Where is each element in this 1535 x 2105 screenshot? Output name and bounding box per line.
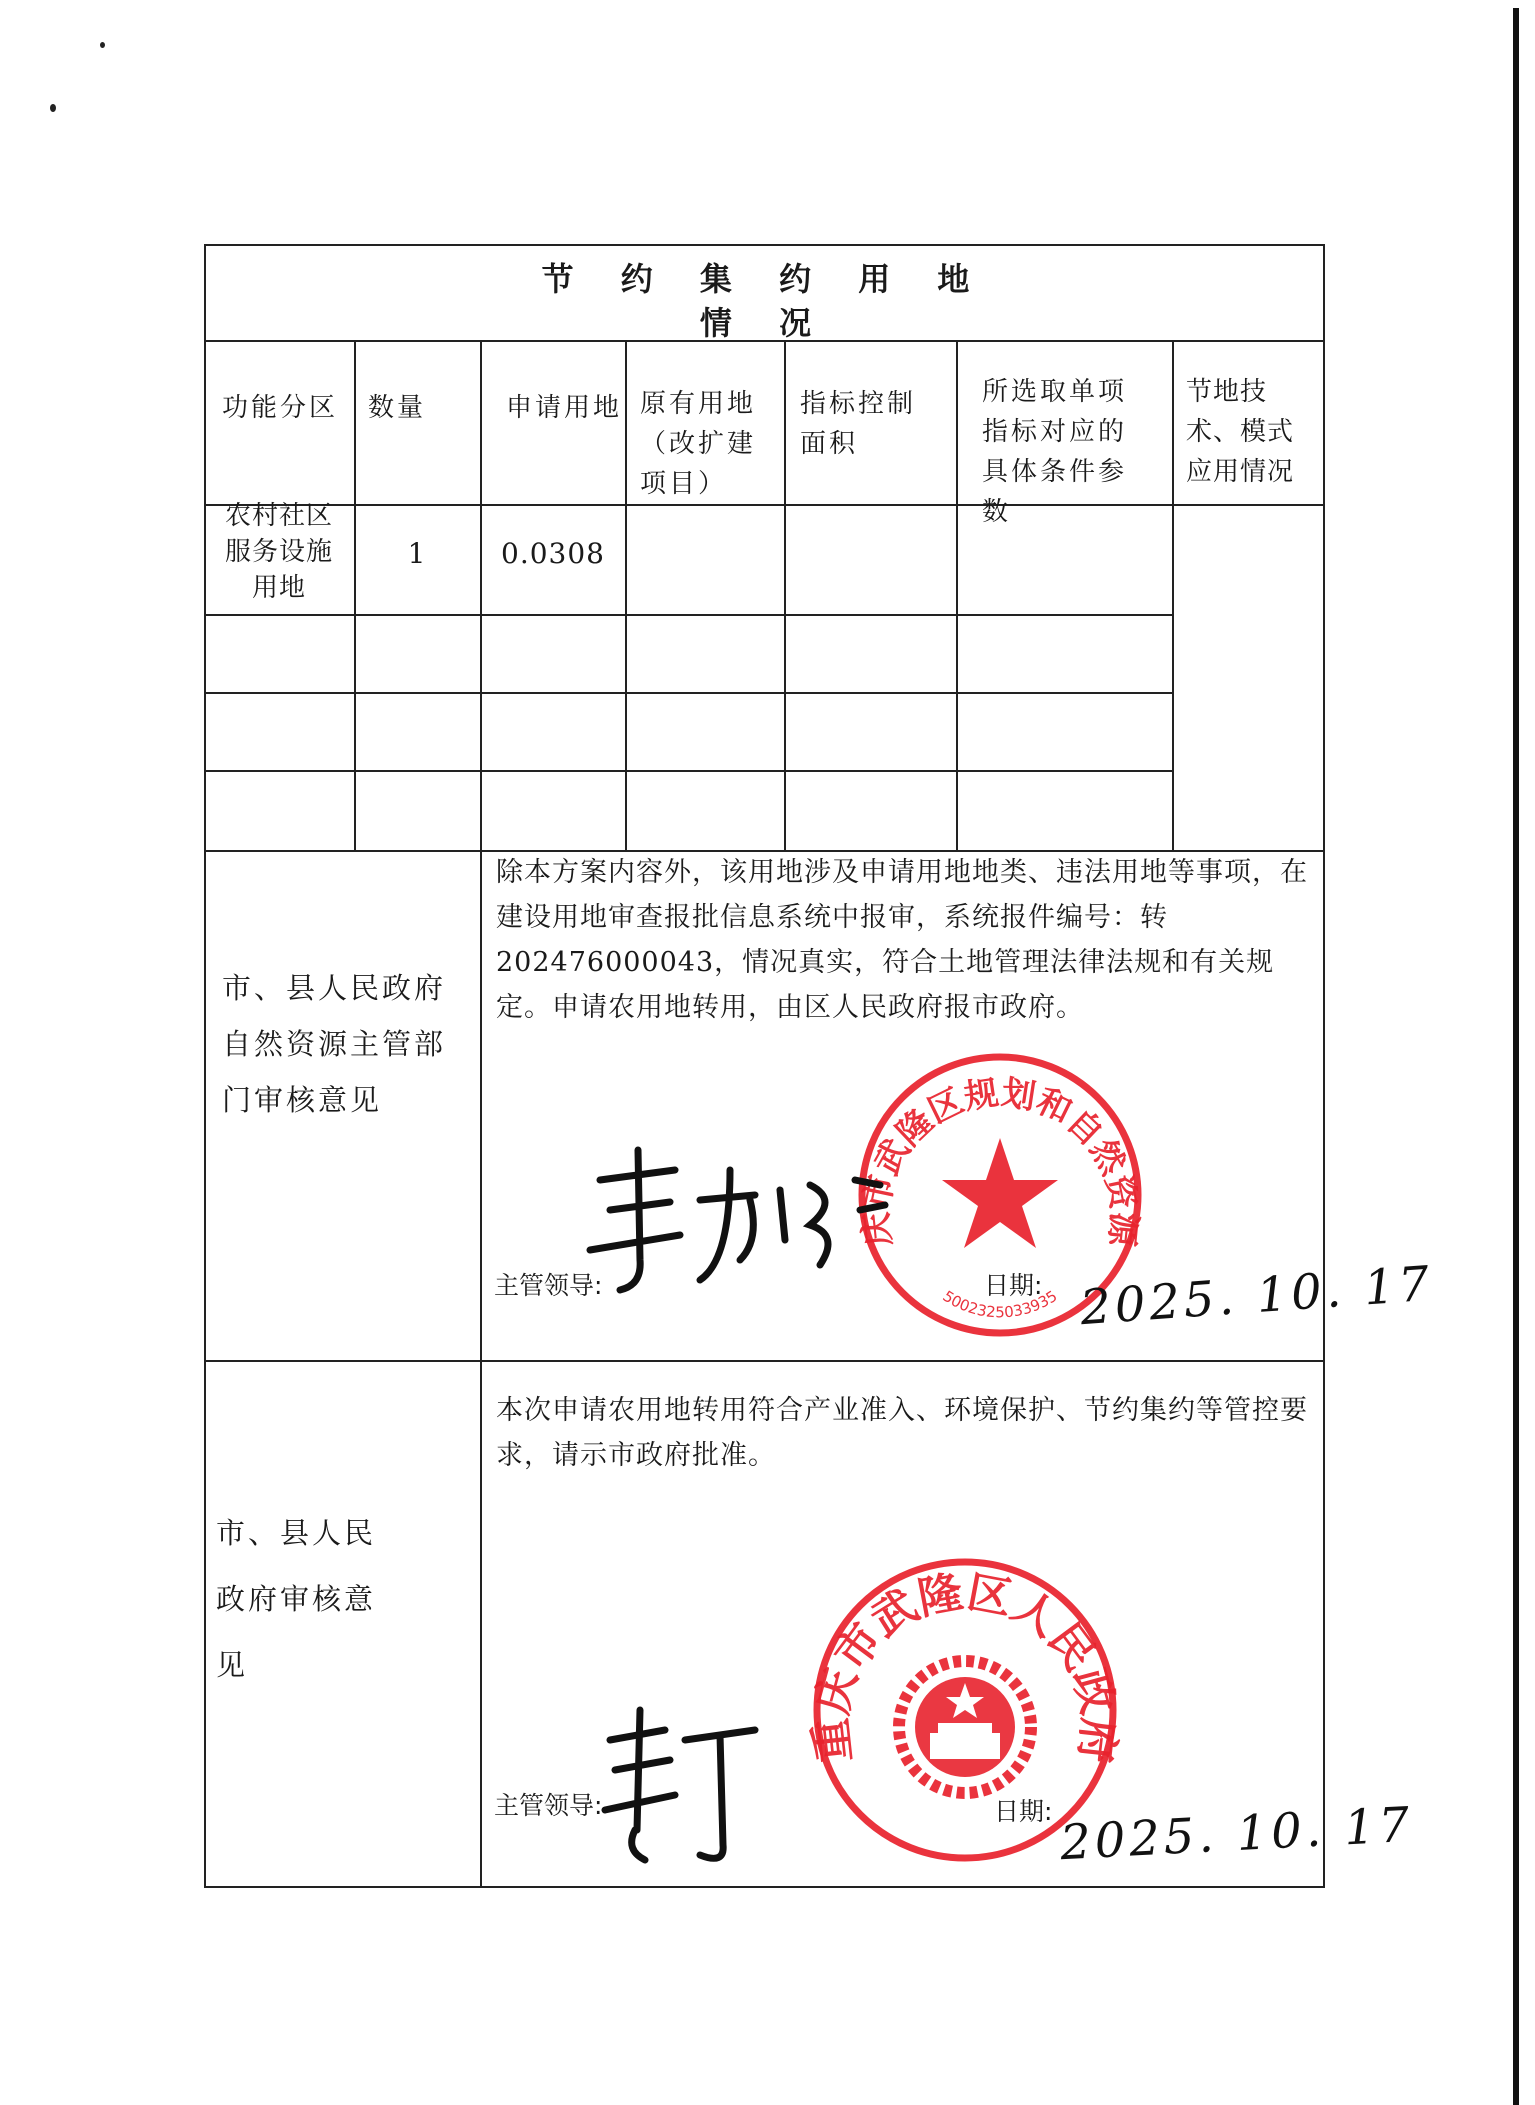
seal-nr-number: 5002325033935 (939, 1286, 1061, 1322)
row-zone: 农村社区服务设施用地 (224, 501, 333, 603)
rule (1172, 340, 1174, 850)
signature-gov (595, 1700, 765, 1870)
scan-speck (50, 104, 56, 112)
table-title-line2: 情 况 (699, 304, 830, 342)
rule (204, 1360, 1325, 1362)
section-nr-opinion: 除本方案内容外，该用地涉及申请用地地类、违法用地等事项，在建设用地审查报批信息系统中报审，系统报件编号：转202476000043，情况真实，符合土地管理法律法规和有关规定。申请农用地转用，由区人民政府报市政府。 (496, 857, 1308, 1023)
header-zone: 功能分区 (222, 393, 339, 423)
section-nr-label: 市、县人民政府自然资源主管部门审核意见 (222, 971, 447, 1117)
rule (204, 692, 1172, 694)
header-technique: 节地技术、模式应用情况 (1186, 377, 1295, 487)
signature-nr (580, 1140, 900, 1300)
header-count: 数量 (368, 393, 427, 423)
section-gov-leader-label: 主管领导: (494, 1791, 603, 1820)
rule (354, 340, 356, 850)
section-gov-label: 市、县人民政府审核意见 (216, 1516, 377, 1682)
rule (204, 340, 1325, 342)
section-gov-date: 2025. 10. 17 (1058, 1796, 1415, 1872)
header-params: 所选取单项指标对应的具体条件参数 (982, 377, 1128, 527)
header-applied: 申请用地 (506, 393, 623, 423)
table-title-line1: 节 约 集 约 用 地 (541, 260, 988, 298)
rule (204, 504, 1325, 506)
section-gov-opinion: 本次申请农用地转用符合产业准入、环境保护、节约集约等管控要求，请示市政府批准。 (496, 1395, 1308, 1471)
section-nr-leader-label: 主管领导: (494, 1271, 603, 1300)
scan-edge (1513, 8, 1519, 2105)
scan-speck (100, 42, 105, 48)
row-applied: 0.0308 (501, 537, 605, 570)
rule (956, 340, 958, 850)
rule (204, 770, 1172, 772)
seal-nr-text: 重庆市武隆区规划和自然资源局 (838, 1019, 1144, 1249)
header-control-area: 指标控制面积 (800, 389, 917, 459)
section-gov-date-label: 日期: (994, 1797, 1053, 1826)
section-nr-date-label: 日期: (984, 1271, 1043, 1300)
section-nr-date: 2025. 10. 17 (1078, 1255, 1435, 1337)
seal-gov-text: 重庆市武隆区人民政府 (805, 1566, 1125, 1766)
rule (784, 340, 786, 850)
rule (204, 614, 1172, 616)
header-original: 原有用地（改扩建项目） (640, 389, 757, 499)
row-count: 1 (407, 537, 427, 570)
